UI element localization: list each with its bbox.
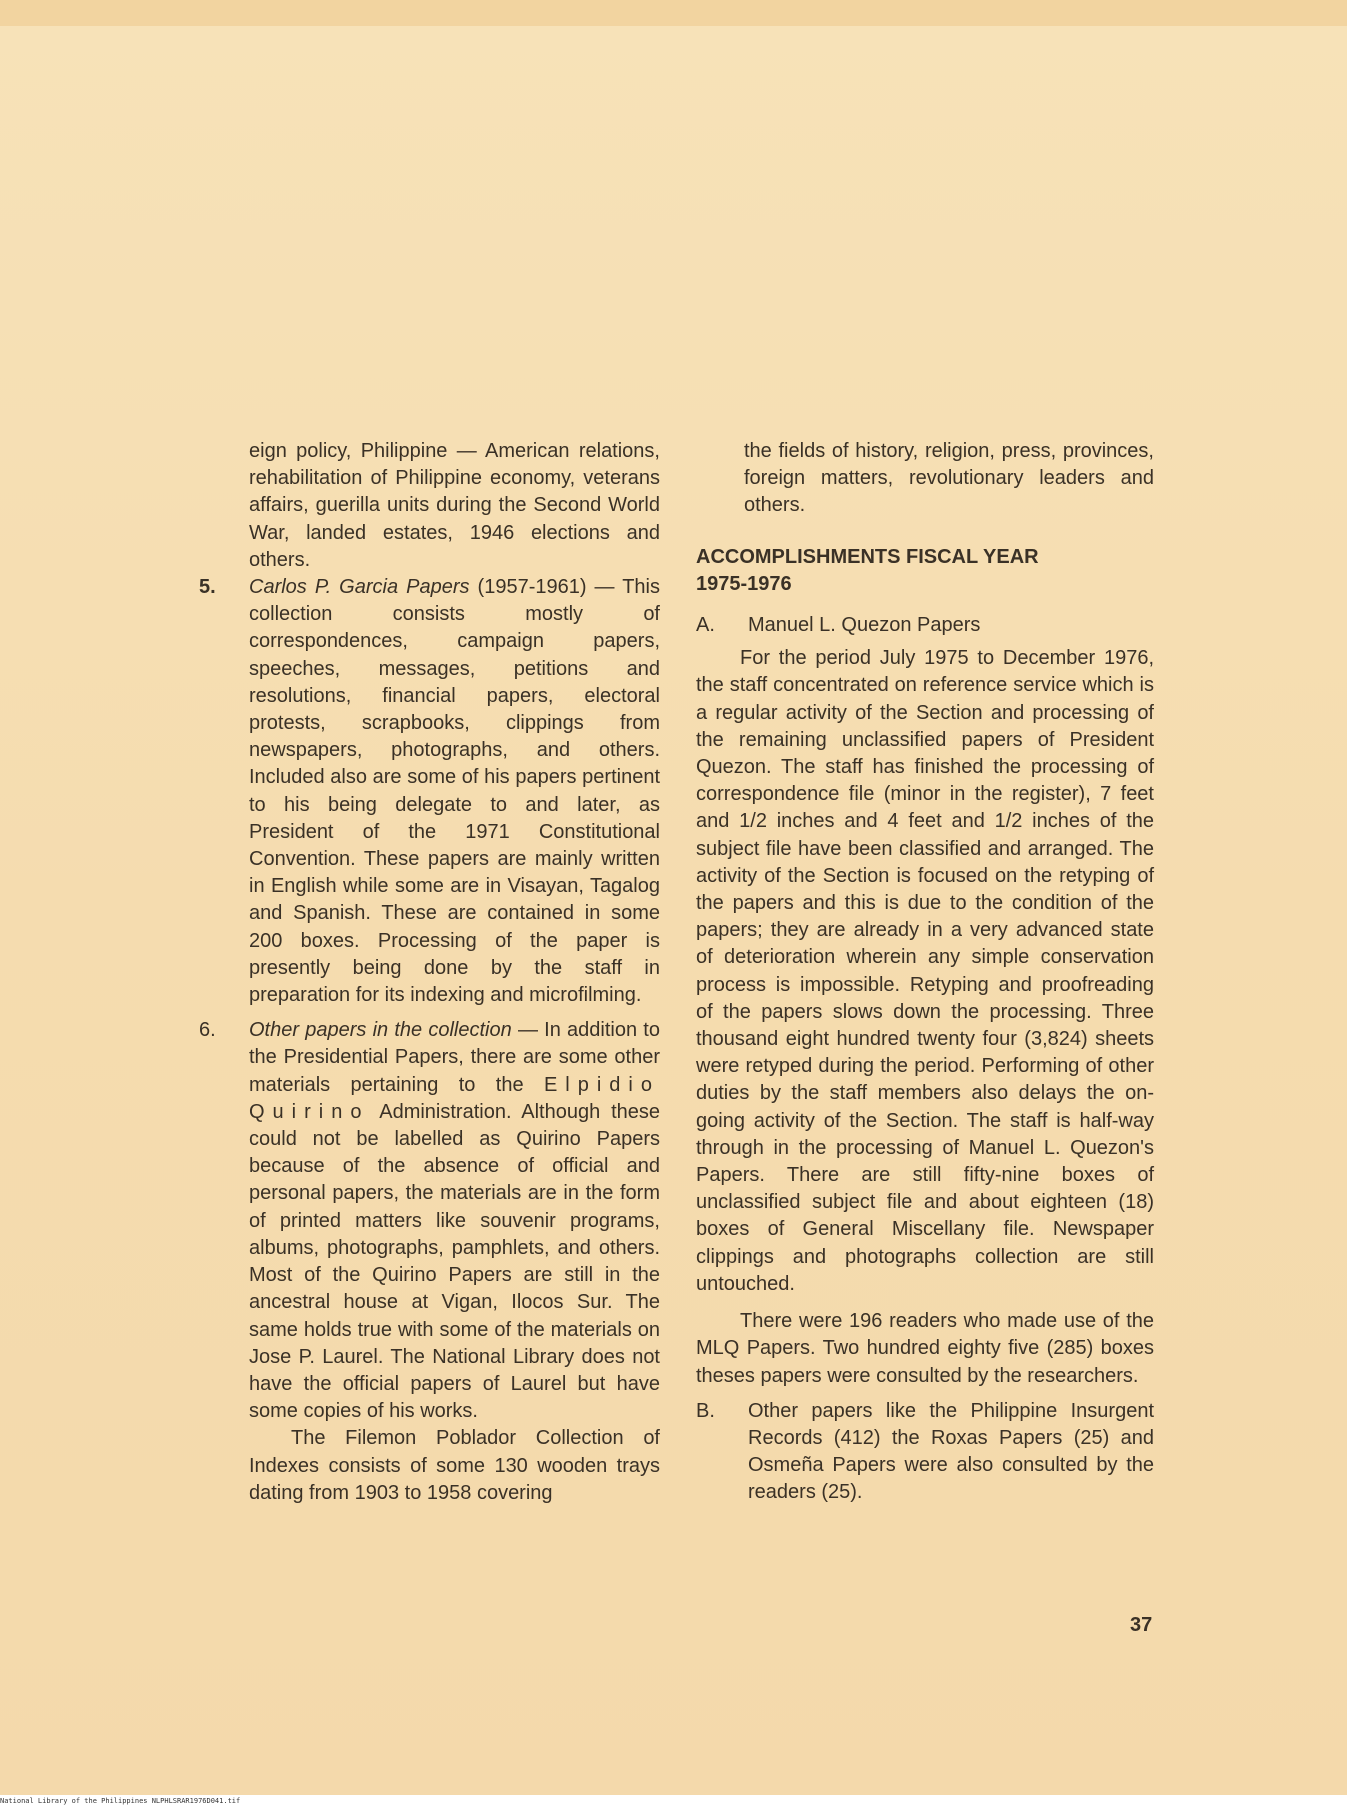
right-column xyxy=(696,438,1154,1507)
footer-text: National Library of the Philippines NLPHLSRAR1976D041.tif xyxy=(0,1797,241,1805)
item-5-title: Carlos P. Garcia Papers xyxy=(249,576,470,599)
left-continuation: eign policy, Philippine — American relations, rehabilitation of Philippine economy, veterans affairs, guerilla units during the Second World War, landed estates, 1946 elections and others. xyxy=(249,440,660,571)
list-item-a xyxy=(696,612,1154,639)
readers-paragraph: There were 196 readers who made use of the MLQ Papers. Two hundred eighty five (285) boxes theses papers were consulted by the researchers. xyxy=(696,1310,1154,1387)
item-6-title: Other papers in the collection xyxy=(249,1019,512,1042)
item-5-number: 5. xyxy=(199,576,216,599)
scan-footer xyxy=(0,1795,1347,1808)
list-item-5 xyxy=(199,574,660,1009)
right-continuation: the fields of history, religion, press, provinces, foreign matters, revolutionary leaders and others. xyxy=(744,440,1154,517)
item-6-text-b: Administration. Although these could not be labelled as Quirino Papers because of the absence of official and personal papers, the materials are in the form of printed matters like souvenir programs, albums, photographs, pamphlets, and others. Most of the Quirino Papers are still in the ancestral house at Vigan, Ilocos Sur. The same holds true with some of the materials on Jose P. Laurel. The National Library does not have the official papers of Laurel but have some copies of his works. xyxy=(249,1100,660,1423)
item-a-letter: A. xyxy=(696,614,715,637)
item-6-text-a: — In addition to the Presidential Papers, there are some other materials pertaining to the xyxy=(249,1019,660,1096)
item-b-text: Other papers like the Philippine Insurgent Records (412) the Roxas Papers (25) and Osmeña Papers were also consulted by the readers (25). xyxy=(748,1399,1154,1504)
quezon-paragraph: For the period July 1975 to December 1976, the staff concentrated on reference service which is a regular activity of the Section and processing of the remaining unclassified papers of President Quezon. The staff has finished the processing of correspondence file (minor in the register), 7 feet and 1/2 inches and 4 feet and 1/2 inches of the subject file have been classified and arranged. The activity of the Section is focused on the retyping of the papers and this is due to the condition of the papers; they are already in a very advanced state of deterioration wherein any simple conservation process is impossible. Retyping and proofreading of the papers slows down the processing. Three thousand eight hundred twenty four (3,824) sheets were retyped during the period. Performing of other duties by the staff members also delays the on-going activity of the Section. The staff is half-way through in the processing of Manuel L. Quezon's Papers. There are still fifty-nine boxes of unclassified subject file and about eighteen (18) boxes of General Miscellany file. Newspaper clippings and photographs collection are still untouched. xyxy=(696,647,1154,1295)
item-a-title: Manuel L. Quezon Papers xyxy=(748,614,981,637)
item-5-text: (1957-1961) — This collection consists mostly of correspondences, campaign papers, speeches, messages, petitions and resolutions, financial papers, electoral protests, scrapbooks, clippings from newspapers, photographs, and others. Included also are some of his papers pertinent to his being delegate to and later, as President of the 1971 Constitutional Convention. These papers are mainly written in English while some are in Visayan, Tagalog and Spanish. These are contained in some 200 boxes. Processing of the paper is presently being done by the staff in preparation for its indexing and microfilming. xyxy=(249,576,660,1007)
heading-line-2: 1975-1976 xyxy=(696,572,792,595)
list-item-6 xyxy=(199,1017,660,1425)
list-item-b xyxy=(696,1398,1154,1507)
page-number: 37 xyxy=(1130,1614,1153,1636)
left-column xyxy=(199,438,660,1507)
poblador-paragraph: The Filemon Poblador Collection of Indexes consists of some 130 wooden trays dating from 1903 to 1958 covering xyxy=(249,1427,660,1504)
item-6-number: 6. xyxy=(199,1019,216,1042)
page-top-edge xyxy=(0,0,1347,26)
section-heading xyxy=(696,544,1154,598)
item-b-letter: B. xyxy=(696,1399,715,1422)
item-6-spaced-name: Elpidio Quirino xyxy=(249,1073,660,1123)
heading-line-1: ACCOMPLISHMENTS FISCAL YEAR xyxy=(696,545,1039,568)
